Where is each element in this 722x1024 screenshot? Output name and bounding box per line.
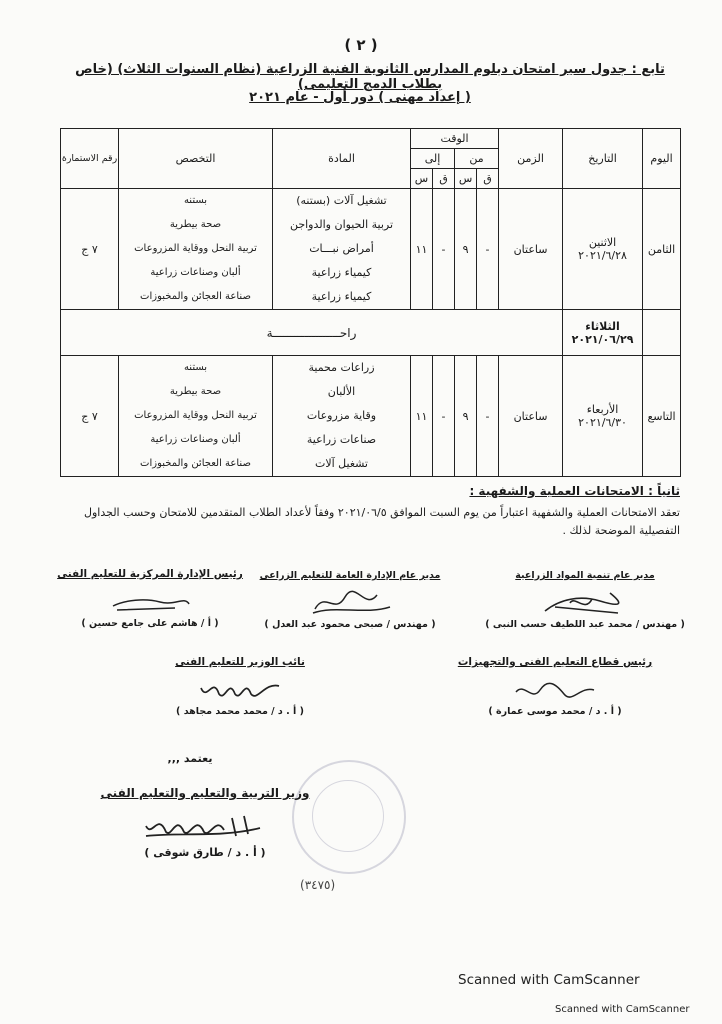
header-from: من [455, 149, 499, 169]
row-date: ٢٠٢١/٠٦/٢٩ [571, 332, 634, 346]
approval-block [100, 752, 280, 765]
specialization-item: صناعة العجائن والمخبوزات [140, 291, 251, 302]
signer-title: نائب الوزير للتعليم الفنى [175, 656, 305, 668]
handwritten-signature [195, 672, 285, 706]
row-duration: ساعتان [499, 189, 563, 310]
subject-item: كيمياء زراعية [311, 266, 372, 279]
document-title: تابع : جدول سير امتحان دبلوم المدارس الثانوية الفنية الزراعية (نظام السنوات الثلاث) (خاص بطلاب الدمج التعليمى) [75, 62, 665, 92]
row-from-hour: ٩ [455, 356, 477, 477]
specialization-item: تربية النحل ووقاية المزروعات [134, 243, 257, 254]
row-specializations [119, 356, 273, 477]
row-subjects [273, 189, 411, 310]
subject-item: تشغيل آلات [314, 457, 368, 470]
row-date-cell [563, 310, 643, 356]
signer-title: مدير عام تنمية المواد الزراعية [515, 570, 655, 581]
exam-schedule-table [60, 128, 681, 477]
row-weekday: الأربعاء [586, 403, 619, 416]
specialization-item: بستنه [183, 195, 208, 206]
row-to-min: - [433, 189, 455, 310]
handwritten-number: (٣٤٧٥) [300, 878, 336, 892]
row-to-hour: ١١ [411, 189, 433, 310]
scanner-watermark-small: Scanned with CamScanner [555, 1004, 690, 1015]
signer-name: ( مهندس / محمد عبد اللطيف حسب النبى ) [485, 619, 685, 630]
approval-word: يعتمد ,,, [167, 752, 213, 765]
handwritten-signature [305, 585, 395, 619]
handwritten-signature [105, 584, 195, 618]
row-from-min: - [477, 189, 499, 310]
table-row [61, 356, 681, 477]
row-day [643, 310, 681, 356]
row-duration: ساعتان [499, 356, 563, 477]
signer-title: مدير عام الإدارة العامة للتعليم الزراعى [259, 570, 441, 581]
row-weekday: الثلاثاء [585, 319, 620, 333]
subject-item: الألبان [327, 385, 356, 398]
specialization-item: صحة بيطرية [169, 386, 222, 397]
handwritten-signature [540, 585, 630, 619]
row-subjects [273, 356, 411, 477]
row-date: ٢٠٢١/٦/٣٠ [578, 416, 627, 429]
row-form-no: ٧ ج [61, 189, 119, 310]
scanner-watermark: Scanned with CamScanner [458, 972, 640, 988]
signer-title: رئيس الإدارة المركزية للتعليم الفنى [57, 568, 243, 580]
document-subtitle: ( إعداد مهنى ) دور أول - عام ٢٠٢١ [249, 90, 471, 105]
header-from-hour: س [455, 169, 477, 189]
handwritten-signature [510, 672, 600, 706]
row-weekday: الاثنين [588, 236, 617, 249]
row-form-no: ٧ ج [61, 356, 119, 477]
signer-name: ( أ . د / محمد موسى عمارة ) [488, 706, 622, 717]
handwritten-signature [140, 808, 270, 842]
row-specializations [119, 189, 273, 310]
header-day: اليوم [643, 129, 681, 189]
signer-name: ( أ / هاشم على جامع حسين ) [81, 618, 219, 629]
row-to-hour: ١١ [411, 356, 433, 477]
subject-item: أمراض نبـــات [309, 242, 374, 255]
header-from-min: ق [477, 169, 499, 189]
specialization-item: صناعة العجائن والمخبوزات [140, 458, 251, 469]
subject-item: تربية الحيوان والدواجن [289, 218, 394, 231]
header-specialization: التخصص [119, 129, 273, 189]
page-number: ( ٢ ) [344, 36, 378, 54]
section2-title: ثانياً : الامتحانات العملية والشفهية : [469, 484, 680, 498]
row-to-min: - [433, 356, 455, 477]
signature-block [430, 656, 680, 717]
signature-block [130, 656, 350, 717]
specialization-item: ألبان وصناعات زراعية [150, 434, 241, 445]
specialization-item: تربية النحل ووقاية المزروعات [134, 410, 257, 421]
specialization-item: صحة بيطرية [169, 219, 222, 230]
section2-text: تعقد الامتحانات العملية والشفهية اعتباراً من يوم السبت الموافق ٢٠٢١/٠٦/٥ وفقاً لأعداد الطلاب المتقدمين للامتحان وحسب الجداول التفصيلية الموضحة لذلك . [83, 506, 680, 537]
subject-item: زراعات محمية [308, 361, 375, 374]
signature-block [55, 568, 245, 629]
row-day: التاسع [643, 356, 681, 477]
minister-name: ( أ . د / طارق شوقى ) [144, 846, 266, 859]
subject-item: وقاية مزروعات [306, 409, 377, 422]
row-day: الثامن [643, 189, 681, 310]
header-form-no: رقم الاستمارة [61, 129, 119, 189]
header-time: الوقت [411, 129, 499, 149]
subject-item: كيمياء زراعية [311, 290, 372, 303]
header-to-min: ق [433, 169, 455, 189]
signature-block [470, 570, 700, 630]
header-duration: الزمن [499, 129, 563, 189]
row-from-hour: ٩ [455, 189, 477, 310]
row-date: ٢٠٢١/٦/٢٨ [578, 249, 627, 262]
signer-name: ( مهندس / صبحى محمود عبد العدل ) [264, 619, 436, 630]
minister-signature-block [65, 786, 345, 859]
signer-title: رئيس قطاع التعليم الفنى والتجهيزات [457, 656, 653, 668]
header-subject: المادة [273, 129, 411, 189]
minister-title: وزير التربية والتعليم والتعليم الفنى [100, 786, 310, 800]
row-date-cell [563, 356, 643, 477]
rest-day-cell: راحـــــــــــــــــــة [61, 310, 563, 356]
header-date: التاريخ [563, 129, 643, 189]
row-date-cell [563, 189, 643, 310]
header-to-hour: س [411, 169, 433, 189]
specialization-item: بستنه [183, 362, 208, 373]
subject-item: صناعات زراعية [306, 433, 377, 446]
row-from-min: - [477, 356, 499, 477]
subject-item: تشغيل آلات (بستنه) [296, 194, 387, 207]
header-to: إلى [411, 149, 455, 169]
signature-block [245, 570, 455, 630]
signer-name: ( أ . د / محمد محمد مجاهد ) [176, 706, 304, 717]
table-row [61, 189, 681, 310]
table-row [61, 310, 681, 356]
specialization-item: ألبان وصناعات زراعية [150, 267, 241, 278]
